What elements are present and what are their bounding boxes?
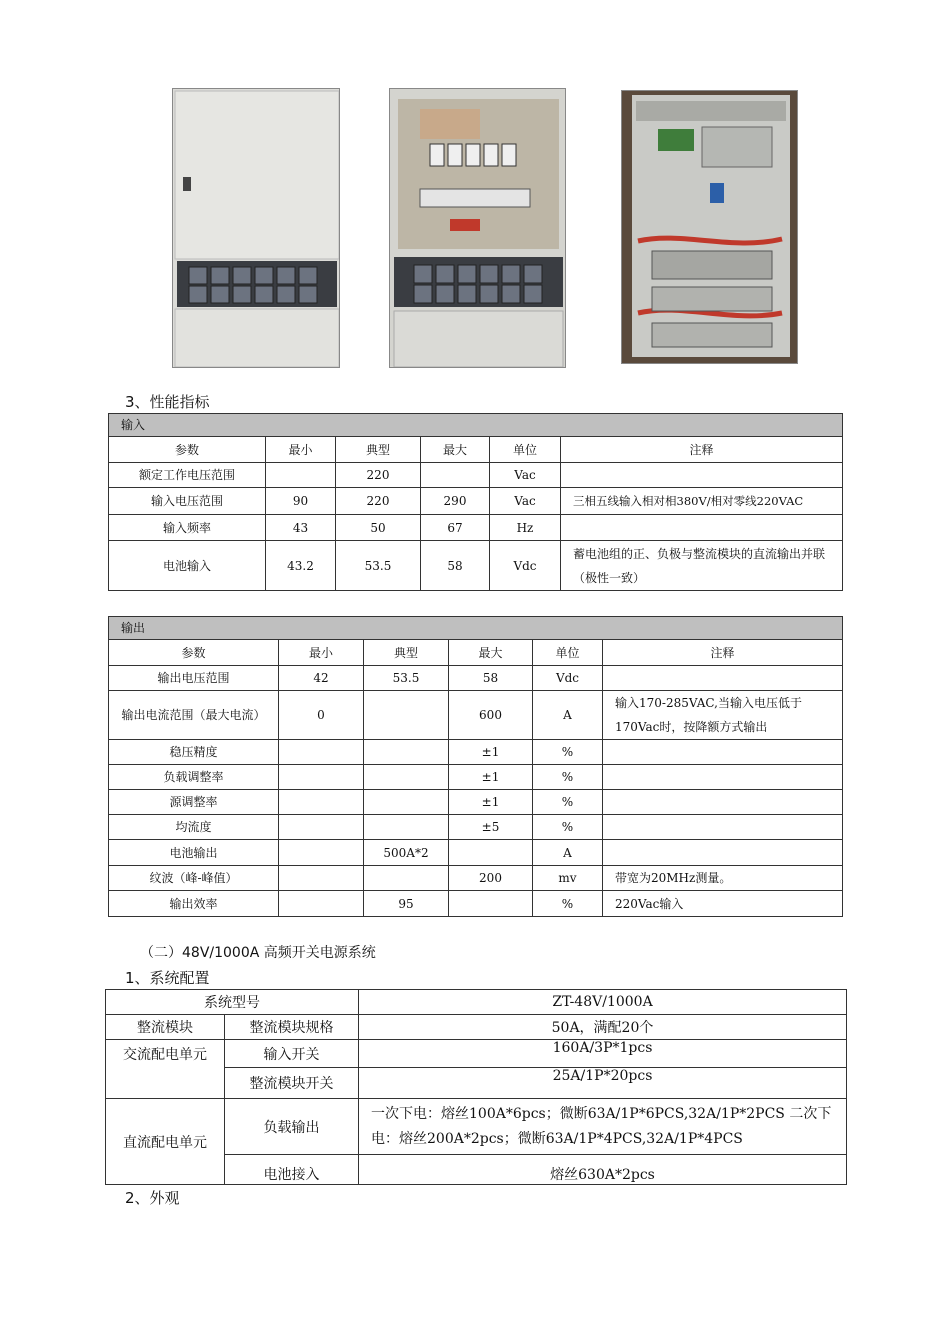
cell: ±1 bbox=[449, 740, 533, 765]
header-cell: 注释 bbox=[561, 437, 843, 463]
cell: % bbox=[533, 740, 603, 765]
cell bbox=[364, 765, 449, 790]
system-model-value: ZT-48V/1000A bbox=[359, 990, 847, 1015]
cell bbox=[279, 765, 364, 790]
cell: 电池输入 bbox=[109, 541, 266, 591]
cell bbox=[364, 866, 449, 891]
header-cell: 最小 bbox=[266, 437, 336, 463]
header-cell: 单位 bbox=[490, 437, 561, 463]
cell bbox=[603, 840, 843, 866]
cell: 500A*2 bbox=[364, 840, 449, 866]
cell: 纹波（峰-峰值） bbox=[109, 866, 279, 891]
cell: 输出效率 bbox=[109, 891, 279, 917]
system-config-table bbox=[105, 989, 847, 1185]
table-row bbox=[109, 765, 843, 790]
cabinet-photo-open-rear bbox=[621, 90, 798, 364]
cell: 输入电压范围 bbox=[109, 488, 266, 515]
rectifier-label: 整流模块 bbox=[106, 1015, 225, 1040]
cell: 43 bbox=[266, 515, 336, 541]
table-row bbox=[109, 840, 843, 866]
header-cell: 典型 bbox=[336, 437, 421, 463]
ac-distribution-label: 交流配电单元 bbox=[106, 1040, 225, 1099]
cell: % bbox=[533, 815, 603, 840]
system-model-label: 系统型号 bbox=[106, 990, 359, 1015]
cell bbox=[603, 765, 843, 790]
cell: Vac bbox=[490, 463, 561, 488]
table-row bbox=[109, 666, 843, 691]
cell bbox=[266, 463, 336, 488]
cell: 43.2 bbox=[266, 541, 336, 591]
dc-load-label: 负载输出 bbox=[225, 1099, 359, 1155]
cell: 输出电流范围（最大电流） bbox=[109, 691, 279, 740]
cell: Hz bbox=[490, 515, 561, 541]
ac-input-switch-value: 160A/3P*1pcs bbox=[359, 1040, 847, 1068]
table-row bbox=[109, 740, 843, 765]
cell: 稳压精度 bbox=[109, 740, 279, 765]
cell bbox=[561, 463, 843, 488]
section-system-title: （二）48V/1000A 高频开关电源系统 bbox=[140, 945, 376, 961]
cell: 220 bbox=[336, 463, 421, 488]
section-config-title: 1、系统配置 bbox=[125, 969, 210, 987]
cell: 输入170-285VAC,当输入电压低于170Vac时，按降额方式输出 bbox=[603, 691, 843, 740]
cell: % bbox=[533, 790, 603, 815]
cell: 220 bbox=[336, 488, 421, 515]
ac-module-switch-label: 整流模块开关 bbox=[225, 1068, 359, 1099]
cell bbox=[603, 666, 843, 691]
rectifier-spec-value: 50A，满配20个 bbox=[359, 1015, 847, 1040]
cell: 53.5 bbox=[364, 666, 449, 691]
cell: 电池输出 bbox=[109, 840, 279, 866]
cell bbox=[561, 515, 843, 541]
cell: 53.5 bbox=[336, 541, 421, 591]
table-row bbox=[109, 866, 843, 891]
ac-input-switch-label: 输入开关 bbox=[225, 1040, 359, 1068]
cell bbox=[603, 740, 843, 765]
dc-distribution-label: 直流配电单元 bbox=[106, 1099, 225, 1185]
cell: 200 bbox=[449, 866, 533, 891]
cell: 均流度 bbox=[109, 815, 279, 840]
table-row bbox=[109, 541, 843, 591]
dc-battery-value: 熔丝630A*2pcs bbox=[359, 1155, 847, 1185]
header-cell: 参数 bbox=[109, 437, 266, 463]
cell bbox=[603, 790, 843, 815]
output-table-title: 输出 bbox=[109, 617, 843, 640]
cell bbox=[279, 740, 364, 765]
cell: 额定工作电压范围 bbox=[109, 463, 266, 488]
cell bbox=[364, 790, 449, 815]
table-row bbox=[109, 790, 843, 815]
table-row bbox=[109, 815, 843, 840]
header-cell: 最大 bbox=[421, 437, 490, 463]
cell bbox=[364, 740, 449, 765]
cell: 95 bbox=[364, 891, 449, 917]
cell bbox=[279, 815, 364, 840]
cell: 58 bbox=[421, 541, 490, 591]
cell bbox=[364, 691, 449, 740]
cell: 220Vac输入 bbox=[603, 891, 843, 917]
cell: 源调整率 bbox=[109, 790, 279, 815]
rectifier-spec-label: 整流模块规格 bbox=[225, 1015, 359, 1040]
cell: Vac bbox=[490, 488, 561, 515]
section-performance-title: 3、性能指标 bbox=[125, 393, 210, 411]
cell bbox=[421, 463, 490, 488]
cell: A bbox=[533, 691, 603, 740]
table-row bbox=[109, 488, 843, 515]
table-row bbox=[109, 515, 843, 541]
header-cell: 单位 bbox=[533, 640, 603, 666]
cell bbox=[449, 891, 533, 917]
cell bbox=[279, 840, 364, 866]
cabinet-photo-open-front bbox=[389, 88, 566, 368]
ac-module-switch-value: 25A/1P*20pcs bbox=[359, 1068, 847, 1099]
output-spec-table bbox=[108, 616, 843, 917]
input-table-title: 输入 bbox=[109, 414, 843, 437]
cabinet-photo-closed bbox=[172, 88, 340, 368]
cell: A bbox=[533, 840, 603, 866]
cell: 负载调整率 bbox=[109, 765, 279, 790]
header-cell: 最小 bbox=[279, 640, 364, 666]
cell bbox=[603, 815, 843, 840]
cell: % bbox=[533, 891, 603, 917]
cell: ±1 bbox=[449, 765, 533, 790]
header-cell: 注释 bbox=[603, 640, 843, 666]
table-row bbox=[109, 463, 843, 488]
cell: 50 bbox=[336, 515, 421, 541]
table-row bbox=[109, 891, 843, 917]
cell: % bbox=[533, 765, 603, 790]
cell: Vdc bbox=[490, 541, 561, 591]
cell: 42 bbox=[279, 666, 364, 691]
header-cell: 最大 bbox=[449, 640, 533, 666]
cell: Vdc bbox=[533, 666, 603, 691]
cell: ±1 bbox=[449, 790, 533, 815]
cell: 三相五线输入相对相380V/相对零线220VAC bbox=[561, 488, 843, 515]
cell bbox=[279, 790, 364, 815]
cell: 0 bbox=[279, 691, 364, 740]
cell: 带宽为20MHz测量。 bbox=[603, 866, 843, 891]
header-cell: 典型 bbox=[364, 640, 449, 666]
cell: 67 bbox=[421, 515, 490, 541]
cell bbox=[449, 840, 533, 866]
input-spec-table bbox=[108, 413, 843, 591]
cell: 输出电压范围 bbox=[109, 666, 279, 691]
section-appearance-title: 2、外观 bbox=[125, 1189, 180, 1207]
cell bbox=[279, 866, 364, 891]
cell: 90 bbox=[266, 488, 336, 515]
cell: 600 bbox=[449, 691, 533, 740]
header-cell: 参数 bbox=[109, 640, 279, 666]
cell bbox=[279, 891, 364, 917]
dc-load-value: 一次下电：熔丝100A*6pcs；微断63A/1P*6PCS,32A/1P*2PCS 二次下电：熔丝200A*2pcs；微断63A/1P*4PCS,32A/1P*4PCS bbox=[359, 1099, 847, 1155]
cell bbox=[364, 815, 449, 840]
cell: 输入频率 bbox=[109, 515, 266, 541]
cell: 290 bbox=[421, 488, 490, 515]
cell: 58 bbox=[449, 666, 533, 691]
cell: mv bbox=[533, 866, 603, 891]
cell: ±5 bbox=[449, 815, 533, 840]
dc-battery-label: 电池接入 bbox=[225, 1155, 359, 1185]
cell: 蓄电池组的正、负极与整流模块的直流输出并联（极性一致） bbox=[561, 541, 843, 591]
table-row bbox=[109, 691, 843, 740]
